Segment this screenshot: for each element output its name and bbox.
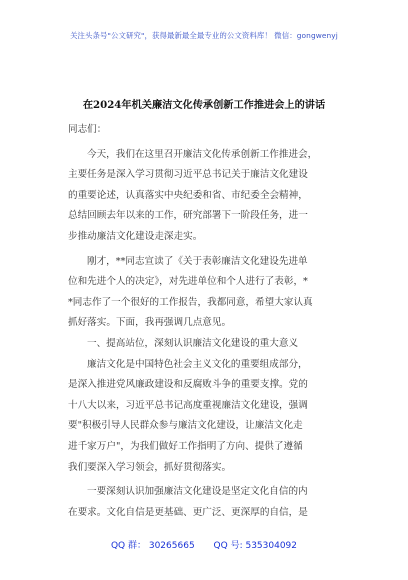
footer-qq-group: QQ 群： 30265665	[110, 541, 195, 551]
paragraph-line: 廉洁文化是中国特色社会主义文化的重要组成部分，	[87, 358, 308, 370]
document-body	[68, 120, 344, 523]
paragraph-line: 要"积极引导人民群众参与廉洁文化建设，让廉洁文化走	[68, 420, 303, 432]
paragraph-line: 刚才，**同志宣读了《关于表彰廉洁文化建设先进单	[87, 255, 308, 267]
salutation: 同志们：	[68, 124, 107, 135]
paragraph-line: 的重要论述，认真落实中央纪委和省、市纪委全会精神，	[68, 189, 308, 201]
paragraph-line: 位和先进个人的决定》，对先进单位和个人进行了表彰，*	[68, 276, 308, 288]
paragraph-line: 今天，我们在这里召开廉洁文化传承创新工作推进会，	[87, 148, 318, 160]
footer-qq-number: QQ 号: 535304092	[213, 541, 298, 551]
document-title: 在2024年机关廉洁文化传承创新工作推进会上的讲话	[82, 99, 326, 111]
paragraph-line: 抓好落实。下面，我再强调几点意见。	[68, 317, 232, 329]
paragraph-line: *同志作了一个很好的工作报告，我都同意，希望大家认真	[68, 296, 313, 308]
paragraph-line: 我们要深入学习领会，抓好贯彻落实。	[68, 461, 232, 473]
paragraph-line: 在要求。文化自信是更基础、更广泛、更深厚的自信，是	[68, 506, 308, 518]
paragraph-line: 一要深刻认识加强廉洁文化建设是坚定文化自信的内	[87, 486, 308, 498]
footer-contact	[0, 538, 408, 551]
section-heading: 一、提高站位，深刻认识廉洁文化建设的重大意义	[87, 337, 299, 349]
paragraph-line: 总结回顾去年以来的工作，研究部署下一阶段任务，进一	[68, 210, 308, 222]
paragraph-line: 主要任务是深入学习贯彻习近平总书记关于廉洁文化建设	[68, 169, 308, 181]
paragraph-line: 十八大以来，习近平总书记高度重视廉洁文化建设，强调	[68, 399, 308, 411]
header-banner: 关注头条号"公文研究"，获得最新最全最专业的公文资料库！ 微信：gongwenyj	[70, 31, 338, 40]
paragraph-line: 步推动廉洁文化建设走深走实。	[68, 230, 203, 242]
paragraph-line: 是深入推进党风廉政建设和反腐败斗争的重要支撑。党的	[68, 379, 308, 391]
paragraph-line: 进千家万户"，为我们做好工作指明了方向、提供了遵循	[68, 440, 303, 452]
